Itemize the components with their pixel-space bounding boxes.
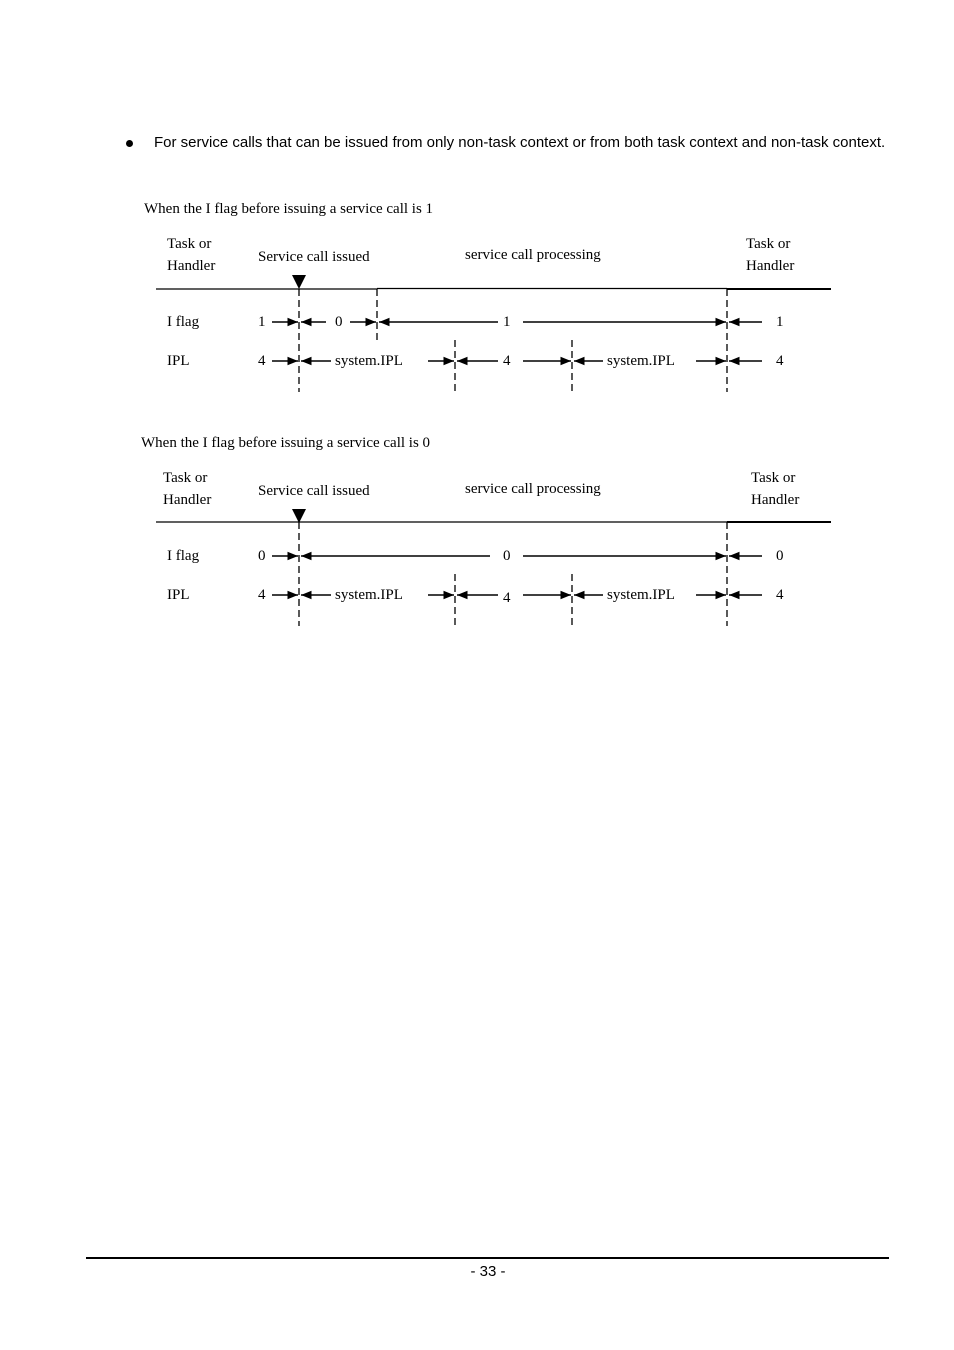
page-number: - 33 - [470,1263,506,1280]
iflag-value-processing: 1 [503,314,511,330]
issue-marker-icon [292,509,306,523]
ipl-value-processing: 4 [503,590,511,606]
ipl-label: IPL [167,353,190,369]
right-header-line1: Task or [746,236,791,252]
left-header-line2: Handler [167,258,216,274]
iflag-value-before: 0 [258,548,266,564]
ipl-value-system-1: system.IPL [335,587,403,603]
bullet-dot-icon [126,140,133,147]
iflag-value-before: 1 [258,314,266,330]
ipl-label: IPL [167,587,190,603]
service-call-issued-label: Service call issued [258,249,370,265]
iflag-value-after: 1 [776,314,784,330]
service-call-processing-label: service call processing [465,247,601,263]
ipl-value-after: 4 [776,353,784,369]
diagram-1-title: When the I flag before issuing a service call is 1 [144,201,434,217]
bullet-item [124,133,888,152]
ipl-value-processing: 4 [503,353,511,369]
iflag-value-cleared: 0 [335,314,343,330]
service-call-issued-label: Service call issued [258,483,370,499]
left-header-line1: Task or [163,470,208,486]
timing-diagram-iflag-1 [0,230,954,400]
ipl-value-system-2: system.IPL [607,587,675,603]
iflag-label: I flag [167,548,200,564]
ipl-value-after: 4 [776,587,784,603]
ipl-value-system-1: system.IPL [335,353,403,369]
right-header-line2: Handler [751,492,800,508]
timing-diagram-iflag-0 [0,464,954,634]
left-header-line1: Task or [167,236,212,252]
right-header-line1: Task or [751,470,796,486]
ipl-value-before: 4 [258,353,266,369]
diagram-2-title: When the I flag before issuing a service call is 0 [141,435,431,451]
ipl-value-system-2: system.IPL [607,353,675,369]
service-call-processing-label: service call processing [465,481,601,497]
iflag-value-after: 0 [776,548,784,564]
ipl-value-before: 4 [258,587,266,603]
right-header-line2: Handler [746,258,795,274]
footer-divider [86,1257,889,1259]
bullet-text: For service calls that can be issued from only non-task context or from both task context and non-task context. [154,134,886,151]
left-header-line2: Handler [163,492,212,508]
issue-marker-icon [292,275,306,289]
iflag-label: I flag [167,314,200,330]
iflag-value-processing: 0 [503,548,511,564]
